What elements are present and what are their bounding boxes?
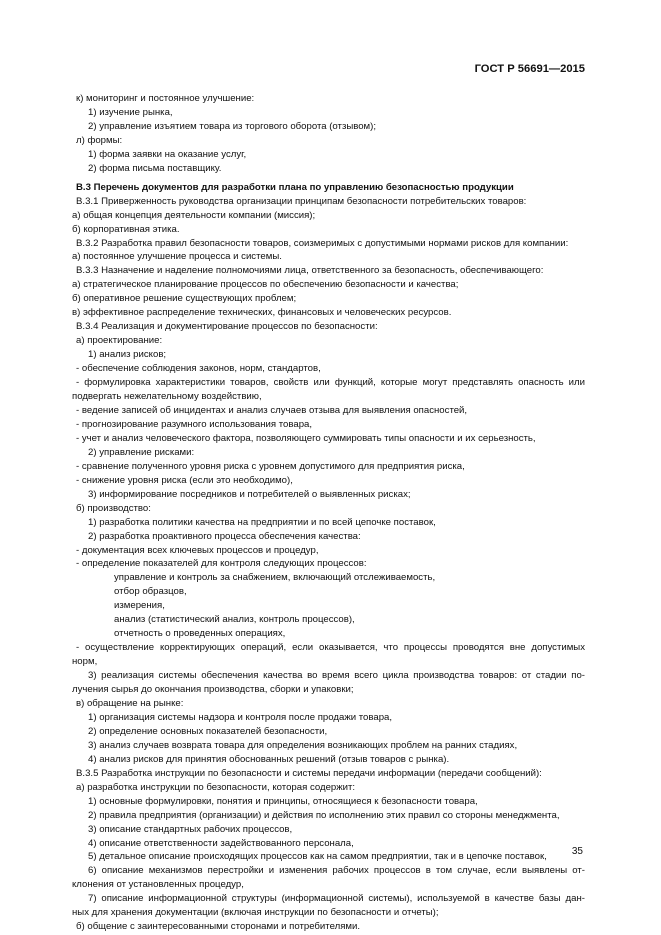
text-line: 1) основные формулировки, понятия и принципы, относящиеся к безопасности товара, — [88, 795, 478, 807]
text-line: 1) форма заявки на оказание услуг, — [88, 148, 247, 160]
text-line: - осуществление корректирующих операций, если оказывается, что процессы проводятся вне допустимых — [76, 642, 585, 654]
text-line: 1) изучение рынка, — [88, 106, 173, 118]
text-line: - прогнозирование разумного использования товара, — [76, 418, 313, 430]
text-line: - обеспечение соблюдения законов, норм, стандартов, — [76, 363, 321, 375]
text-line: в) обращение на рынке: — [76, 697, 184, 709]
text-line: а) проектирование: — [76, 335, 163, 347]
text-line: 2) управление изъятием товара из торгового оборота (отзывом); — [88, 120, 377, 132]
text-line: 2) определение основных показателей безопасности, — [88, 725, 328, 737]
text-line: б) производство: — [76, 502, 151, 514]
text-line: 1) разработка политики качества на предприятии и по всей цепочке поставок, — [88, 516, 436, 528]
text-line: - ведение записей об инцидентах и анализ случаев отзыва для выявления опасностей, — [76, 404, 468, 416]
text-line: 4) анализ рисков для принятия обоснованных решений (отзыв товаров с рынка). — [88, 753, 450, 765]
text-line: В.3.5 Разработка инструкции по безопасности и системы передачи информации (передачи сообщений): — [76, 767, 542, 779]
text-line: 7) описание информационной структуры (информационной системы), используемой в качестве базы дан- — [88, 893, 585, 905]
text-line: анализ (статистический анализ, контроль процессов), — [114, 614, 355, 626]
text-line: норм, — [72, 656, 98, 668]
text-line: В.3.1 Приверженность руководства организации принципам безопасности потребительских товаров: — [76, 195, 527, 207]
text-line: ных для хранения документации (включая инструкции по безопасности и отчеты); — [72, 907, 439, 919]
text-line: а) постоянное улучшение процесса и системы. — [72, 251, 282, 263]
text-line: 6) описание механизмов перестройки и изменения рабочих процессов в том случае, если выявлены от- — [88, 865, 585, 877]
text-line: - сравнение полученного уровня риска с уровнем допустимого для предприятия риска, — [76, 460, 465, 472]
text-line: лучения сырья до окончания производства, сборки и упаковки; — [72, 684, 354, 696]
text-line: - снижение уровня риска (если это необходимо), — [76, 474, 293, 486]
text-line: В.3.2 Разработка правил безопасности товаров, соизмеримых с допустимыми нормами рисков для компании: — [76, 237, 569, 249]
page-number: 35 — [571, 846, 583, 857]
text-line: отчетность о проведенных операциях, — [114, 628, 286, 640]
text-line: - документация всех ключевых процессов и процедур, — [76, 544, 319, 556]
text-line: измерения, — [114, 600, 165, 612]
text-line: 1) организация системы надзора и контроля после продажи товара, — [88, 711, 393, 723]
text-line: б) корпоративная этика. — [72, 223, 180, 235]
text-line: - определение показателей для контроля следующих процессов: — [76, 558, 367, 570]
text-line: 3) анализ случаев возврата товара для определения возникающих проблем на ранних стадиях, — [88, 739, 518, 751]
text-line: 3) реализация системы обеспечения качества во время всего цикла производства товаров: от стадии по- — [88, 670, 585, 682]
text-line: 2) разработка проактивного процесса обеспечения качества: — [88, 530, 361, 542]
text-line: а) общая концепция деятельности компании (миссия); — [72, 209, 316, 221]
text-line: 5) детальное описание происходящих процессов как на самом предприятии, так и в цепочке поставок, — [88, 851, 547, 863]
text-line: а) стратегическое планирование процессов по обеспечению безопасности и качества; — [72, 279, 459, 291]
text-line: 2) форма письма поставщику. — [88, 162, 222, 174]
text-line: б) общение с заинтересованными сторонами и потребителями. — [76, 921, 361, 933]
text-line: 2) правила предприятия (организации) и действия по исполнению этих правил со стороны менеджмента, — [88, 809, 560, 821]
standard-designation: ГОСТ Р 56691—2015 — [474, 63, 585, 75]
text-line: управление и контроль за снабжением, включающий отслеживаемость, — [114, 572, 436, 584]
text-line: а) разработка инструкции по безопасности, которая содержит: — [76, 781, 356, 793]
text-line: подвергать нежелательному воздействию, — [72, 391, 262, 403]
text-line: отбор образцов, — [114, 586, 187, 598]
document-body — [72, 92, 585, 934]
text-line: В.3.3 Назначение и наделение полномочиями лица, ответственного за безопасность, обеспечивающего: — [76, 265, 544, 277]
text-line: 3) информирование посредников и потребителей о выявленных рисках; — [88, 488, 411, 500]
text-line: л) формы: — [76, 134, 123, 146]
text-line: в) эффективное распределение технических, финансовых и человеческих ресурсов. — [72, 307, 452, 319]
text-line: к) мониторинг и постоянное улучшение: — [76, 93, 255, 104]
text-line: б) оперативное решение существующих проблем; — [72, 293, 297, 305]
section-heading: В.3 Перечень документов для разработки плана по управлению безопасностью продукции — [76, 181, 514, 193]
text-line: 4) описание ответственности задействованного персонала, — [88, 837, 354, 849]
text-line: 3) описание стандартных рабочих процессов, — [88, 823, 293, 835]
text-line: 2) управление рисками: — [88, 446, 195, 458]
text-line: клонения от установленных процедур, — [72, 879, 244, 891]
text-line: - формулировка характеристики товаров, свойств или функций, которые могут представлять опасность или — [76, 377, 585, 389]
text-line: - учет и анализ человеческого фактора, позволяющего суммировать типы опасности и их серьезность, — [76, 432, 536, 444]
text-line: 1) анализ рисков; — [88, 349, 167, 361]
text-line: В.3.4 Реализация и документирование процессов по безопасности: — [76, 321, 378, 333]
